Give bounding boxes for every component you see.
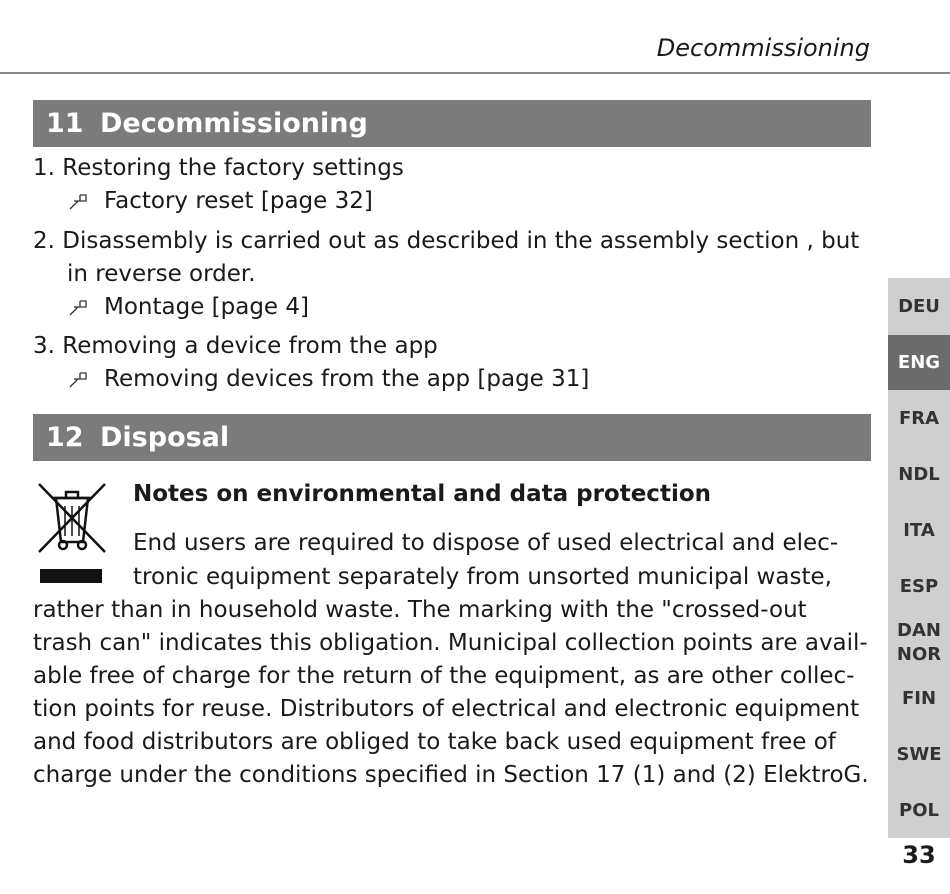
disposal-paragraph-line: End users are required to dispose of used electrical and elec-	[133, 530, 839, 556]
disposal-paragraph-line: and food distributors are obliged to take back used equipment free of	[33, 729, 836, 755]
tab-label: FIN	[901, 687, 937, 709]
tab-label: DEU	[898, 295, 940, 317]
section-12-heading	[33, 414, 871, 461]
step-1-text: 1. Restoring the factory settings	[33, 155, 404, 181]
disposal-paragraph-line: tion points for reuse. Distributors of electrical and electronic equipment	[33, 696, 860, 722]
disposal-paragraph-line: charge under the conditions specified in Section 17 (1) and (2) ElektroG.	[33, 762, 869, 788]
disposal-paragraph-line: able free of charge for the return of the equipment, as are other collec-	[33, 663, 855, 689]
page-number: 33	[902, 841, 936, 869]
tab-label: ESP	[899, 575, 939, 597]
language-tab-eng[interactable]	[888, 335, 950, 390]
step-3-reference[interactable]	[68, 363, 589, 396]
tab-label: ITA	[903, 519, 935, 541]
step-2-reference-link[interactable]: Montage [page 4]	[104, 294, 310, 320]
step-3-text: 3. Removing a device from the app	[33, 333, 438, 359]
section-12-title: Disposal	[100, 422, 230, 453]
crossed-out-bin-icon	[36, 482, 108, 554]
language-tab-deu[interactable]	[888, 279, 950, 334]
disposal-paragraph-line: tronic equipment separately from unsorted municipal waste,	[133, 564, 832, 590]
language-tab-esp[interactable]	[888, 559, 950, 614]
tab-label: DAN	[897, 619, 941, 641]
disposal-paragraph-line: rather than in household waste. The marking with the "crossed-out	[33, 597, 807, 623]
language-tab-pol[interactable]	[888, 783, 950, 838]
disposal-paragraph-line: trash can" indicates this obligation. Municipal collection points are avail-	[33, 630, 868, 656]
step-3-reference-link[interactable]: Removing devices from the app [page 31]	[104, 366, 590, 392]
tab-label: FRA	[898, 407, 940, 429]
disposal-subheading: Notes on environmental and data protection	[133, 481, 711, 507]
language-tab-ita[interactable]	[888, 503, 950, 558]
step-1-reference-link[interactable]: Factory reset [page 32]	[104, 188, 373, 214]
tab-label: NOR	[896, 643, 942, 665]
running-title: Decommissioning	[656, 34, 870, 62]
arrow-reference-icon	[68, 370, 88, 390]
arrow-reference-icon	[68, 298, 88, 318]
language-tab-dan-nor[interactable]	[888, 615, 950, 670]
step-2-text-line2: in reverse order.	[67, 261, 256, 287]
step-2-reference[interactable]	[68, 291, 309, 324]
section-11-title: Decommissioning	[100, 108, 368, 139]
language-tab-swe[interactable]	[888, 727, 950, 782]
section-12-number: 12	[46, 422, 84, 453]
step-1-reference[interactable]	[68, 185, 373, 218]
tab-label: POL	[899, 799, 939, 821]
section-11-heading	[33, 100, 871, 147]
tab-label: NDL	[898, 463, 940, 485]
section-11-number: 11	[46, 108, 84, 139]
language-tab-fra[interactable]	[888, 391, 950, 446]
step-2-text-line1: 2. Disassembly is carried out as described in the assembly section , but	[33, 228, 860, 254]
tab-label: SWE	[896, 743, 942, 765]
header-rule	[0, 72, 950, 74]
language-tab-ndl[interactable]	[888, 447, 950, 502]
tab-label: ENG	[897, 351, 941, 373]
arrow-reference-icon	[68, 192, 88, 212]
language-tab-fin[interactable]	[888, 671, 950, 726]
weee-marking-bar	[40, 569, 102, 583]
